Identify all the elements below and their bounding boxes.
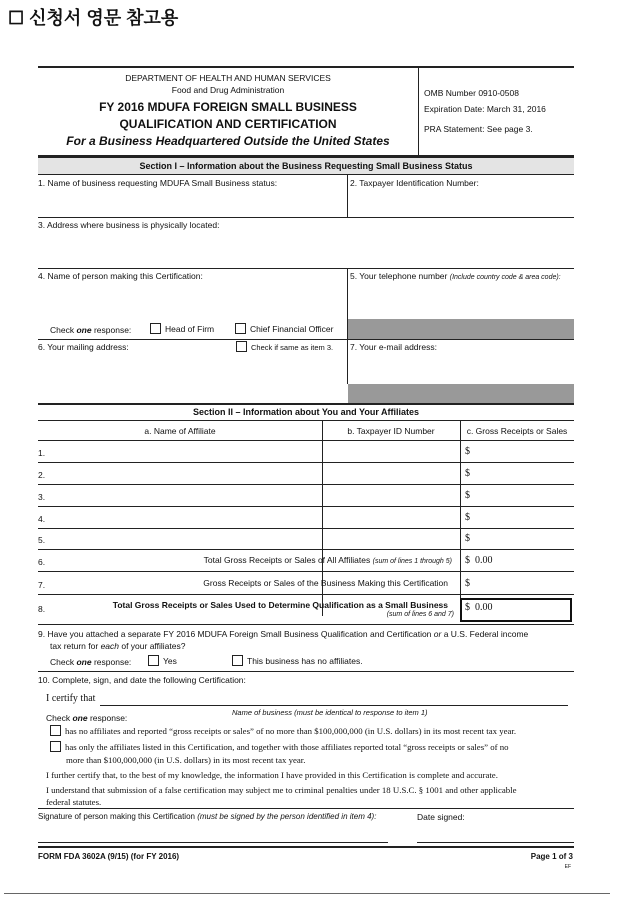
certify-prefix: I certify that bbox=[46, 693, 96, 704]
further-certify-text: I further certify that, to the best of my knowledge, the information I have provided in this Certification is complete and accurate. bbox=[46, 770, 498, 780]
same-as-item3-option[interactable] bbox=[236, 341, 333, 352]
section1-title-rule bbox=[38, 174, 574, 175]
col-a-header: a. Name of Affiliate bbox=[144, 426, 216, 436]
q9-line2: tax return for each of your affiliates? bbox=[50, 641, 186, 651]
affiliate-receipts-dollar: $ bbox=[465, 490, 470, 501]
field5-label bbox=[350, 271, 561, 281]
q9-line1: 9. Have you attached a separate FY 2016 MDUFA Foreign Small Business Qualification and Certification or a U.S. Federal income bbox=[38, 629, 529, 639]
business-name-field[interactable] bbox=[38, 190, 346, 216]
q9-yes-option[interactable] bbox=[148, 655, 177, 666]
q10-label: 10. Complete, sign, and date the following Certification: bbox=[38, 675, 246, 685]
affiliate-row-number: 4. bbox=[38, 514, 46, 524]
row7-number: 7. bbox=[38, 580, 46, 590]
page-number: Page 1 of 3 bbox=[530, 852, 573, 861]
agency-name: Food and Drug Administration bbox=[171, 85, 285, 95]
affiliate-row-number: 2. bbox=[38, 470, 46, 480]
affiliate-row-number: 3. bbox=[38, 492, 46, 502]
q10-check-label: Check one response: bbox=[46, 713, 128, 723]
cfo-label: Chief Financial Officer bbox=[250, 324, 334, 334]
email-shaded-area bbox=[348, 384, 574, 403]
col-b-header: b. Taxpayer ID Number bbox=[347, 426, 435, 436]
email-field[interactable] bbox=[348, 354, 574, 382]
field7-label: 7. Your e-mail address: bbox=[350, 342, 437, 352]
row-rule bbox=[38, 528, 574, 529]
affiliate-row-number: 5. bbox=[38, 535, 46, 545]
rule-after-3 bbox=[38, 268, 574, 269]
section2-top-rule bbox=[38, 403, 574, 405]
listed-affiliates-option[interactable] bbox=[50, 741, 509, 752]
field5-note: (Include country code & area code): bbox=[449, 274, 561, 281]
mailing-address-field[interactable] bbox=[38, 354, 346, 402]
listed-affiliates-text-cont: more than $100,000,000 (in U.S. dollars) in its most recent tax year. bbox=[66, 755, 306, 765]
form-number: FORM FDA 3602A (9/15) (for FY 2016) bbox=[38, 852, 180, 861]
affiliate-receipts-dollar: $ bbox=[465, 533, 470, 544]
rule-after-9 bbox=[38, 671, 574, 672]
physical-address-field[interactable] bbox=[38, 232, 574, 268]
form-subtitle: For a Business Headquartered Outside the United States bbox=[66, 134, 390, 148]
row7-dollar: $ bbox=[465, 578, 470, 589]
row8-number: 8. bbox=[38, 604, 46, 614]
row-rule bbox=[38, 594, 574, 595]
field4-label: 4. Name of person making this Certification: bbox=[38, 271, 203, 281]
signature-label: Signature of person making this Certification (must be signed by the person identified in item 4): bbox=[38, 812, 377, 821]
same-as-item3-checkbox[interactable] bbox=[236, 341, 247, 352]
row8-value: $ 0.00 bbox=[465, 602, 493, 613]
field2-label: 2. Taxpayer Identification Number: bbox=[350, 178, 479, 188]
q9-yes-checkbox[interactable] bbox=[148, 655, 159, 666]
q9-check-label: Check one response: bbox=[50, 657, 132, 667]
cfo-option[interactable] bbox=[235, 323, 333, 334]
header-divider bbox=[418, 67, 419, 155]
understand-text: I understand that submission of a false certification may subject me to criminal penalties under 18 U.S.C. § 1001 and other applicable bbox=[46, 785, 517, 795]
section1-title: Section I – Information about the Business Requesting Small Business Status bbox=[139, 161, 473, 171]
no-affiliates-option[interactable] bbox=[50, 725, 516, 736]
rule-after-4 bbox=[38, 339, 574, 340]
rule-before-signature bbox=[38, 808, 574, 809]
date-signed-label: Date signed: bbox=[417, 812, 465, 822]
signature-line bbox=[38, 842, 388, 843]
affiliate-receipts-dollar: $ bbox=[465, 512, 470, 523]
field1-label: 1. Name of business requesting MDUFA Small Business status: bbox=[38, 178, 278, 188]
telephone-field[interactable] bbox=[348, 284, 574, 318]
row-rule bbox=[38, 624, 574, 625]
signature-field[interactable] bbox=[38, 824, 388, 842]
q9-yes-label: Yes bbox=[163, 656, 177, 666]
row-rule bbox=[38, 484, 574, 485]
omb-number: OMB Number 0910-0508 bbox=[424, 88, 519, 98]
row8-label: Total Gross Receipts or Sales Used to Determine Qualification as a Small Business bbox=[112, 600, 448, 610]
q9-no-affiliates-label: This business has no affiliates. bbox=[247, 656, 363, 666]
row-rule bbox=[38, 571, 574, 572]
row-rule bbox=[38, 462, 574, 463]
cfo-checkbox[interactable] bbox=[235, 323, 246, 334]
listed-affiliates-checkbox[interactable] bbox=[50, 741, 61, 752]
section2-title-rule bbox=[38, 420, 574, 421]
row7-label: Gross Receipts or Sales of the Business Making this Certification bbox=[203, 578, 448, 588]
same-as-item3-label: Check if same as item 3. bbox=[251, 343, 334, 352]
field5-label-text: 5. Your telephone number bbox=[350, 271, 448, 281]
col-c-header: c. Gross Receipts or Sales bbox=[466, 426, 568, 436]
affiliate-row-number: 1. bbox=[38, 448, 46, 458]
date-line bbox=[417, 842, 574, 843]
row6-label: Total Gross Receipts or Sales of All Affiliates (sum of lines 1 through 5) bbox=[203, 555, 452, 565]
expiration-date: Expiration Date: March 31, 2016 bbox=[424, 104, 546, 114]
date-signed-field[interactable] bbox=[417, 824, 574, 842]
pra-statement: PRA Statement: See page 3. bbox=[424, 124, 533, 134]
form-title-line1: FY 2016 MDUFA FOREIGN SMALL BUSINESS bbox=[99, 100, 357, 114]
col-divider-c bbox=[460, 421, 461, 616]
q9-no-affiliates-option[interactable] bbox=[232, 655, 363, 666]
field3-label: 3. Address where business is physically located: bbox=[38, 220, 220, 230]
dept-name: DEPARTMENT OF HEALTH AND HUMAN SERVICES bbox=[125, 73, 331, 83]
head-of-firm-checkbox[interactable] bbox=[150, 323, 161, 334]
row6-value: $ 0.00 bbox=[465, 555, 493, 566]
banner-checkbox-icon: ☐ bbox=[8, 8, 25, 28]
no-affiliates-checkbox[interactable] bbox=[50, 725, 61, 736]
telephone-shaded-area bbox=[348, 319, 574, 339]
ef-code: EF bbox=[564, 864, 571, 870]
affiliate-receipts-dollar: $ bbox=[465, 446, 470, 457]
page-bottom-rule bbox=[4, 893, 610, 894]
taxpayer-id-field[interactable] bbox=[348, 190, 574, 216]
head-of-firm-option[interactable] bbox=[150, 323, 214, 334]
banner-title: 신청서 영문 참고용 bbox=[29, 8, 179, 28]
rule-after-1 bbox=[38, 217, 574, 218]
listed-affiliates-text: has only the affiliates listed in this Certification, and together with those affiliates reported total “gross receipts or sales” of no bbox=[65, 742, 509, 752]
understand-text-cont: federal statutes. bbox=[46, 797, 102, 807]
footer-rule bbox=[38, 846, 574, 848]
role-check-label: Check one response: bbox=[50, 325, 132, 335]
header-top-rule bbox=[38, 66, 574, 68]
affiliate-receipts-dollar: $ bbox=[465, 468, 470, 479]
certifier-name-field[interactable] bbox=[38, 284, 346, 318]
form-title-line2: QUALIFICATION AND CERTIFICATION bbox=[119, 117, 337, 131]
field6-label: 6. Your mailing address: bbox=[38, 342, 129, 352]
business-name-note: Name of business (must be identical to response to item 1) bbox=[232, 708, 428, 717]
row-rule bbox=[38, 549, 574, 550]
business-name-signature-line[interactable] bbox=[100, 705, 568, 706]
row6-number: 6. bbox=[38, 557, 46, 567]
header-row-rule bbox=[38, 440, 574, 441]
row8-note: (sum of lines 6 and 7) bbox=[386, 611, 454, 618]
row-rule bbox=[38, 506, 574, 507]
banner bbox=[8, 4, 178, 30]
head-of-firm-label: Head of Firm bbox=[165, 324, 215, 334]
q9-no-affiliates-checkbox[interactable] bbox=[232, 655, 243, 666]
section2-title: Section II – Information about You and Your Affiliates bbox=[192, 407, 420, 417]
no-affiliates-text: has no affiliates and reported “gross receipts or sales” of no more than $100,000,000 (in U.S. dollars) in its most recent tax year. bbox=[65, 726, 517, 736]
